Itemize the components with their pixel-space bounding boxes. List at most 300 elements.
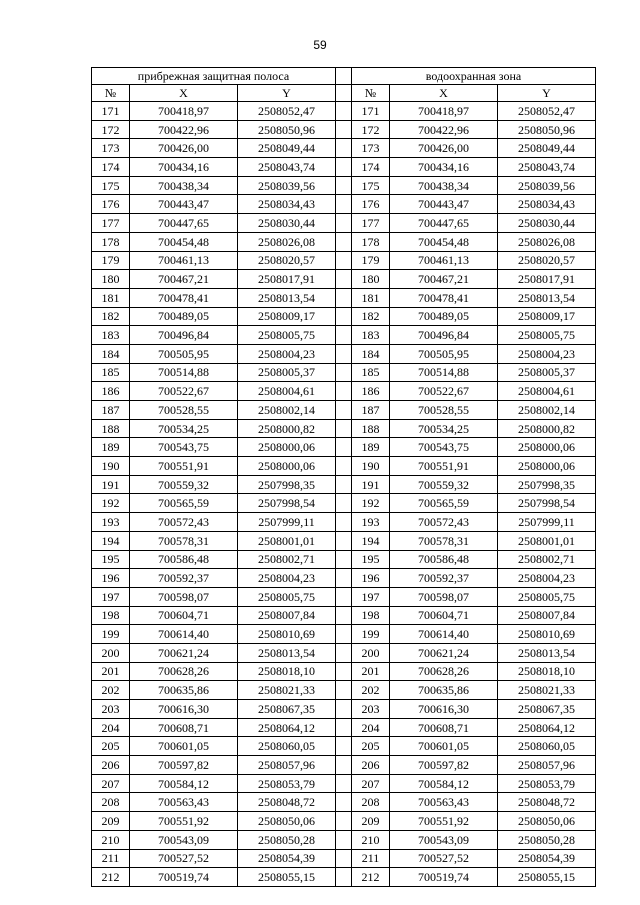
table-row <box>92 195 596 214</box>
right-y-coordinate-cell: 2508050,28 <box>498 830 596 849</box>
left-point-number-cell: 198 <box>92 606 130 625</box>
left-x-coordinate-cell: 700528,55 <box>130 401 238 420</box>
right-y-coordinate-cell: 2508048,72 <box>498 793 596 812</box>
right-x-coordinate-cell: 700434,16 <box>390 158 498 177</box>
column-gap <box>336 606 352 625</box>
column-gap <box>336 475 352 494</box>
left-y-coordinate-cell: 2508004,61 <box>238 382 336 401</box>
left-x-coordinate-cell: 700467,21 <box>130 270 238 289</box>
column-gap <box>336 494 352 513</box>
right-y-coordinate-cell: 2508002,14 <box>498 401 596 420</box>
left-x-coordinate-cell: 700514,88 <box>130 363 238 382</box>
left-y-coordinate-cell: 2508018,10 <box>238 662 336 681</box>
table-row <box>92 494 596 513</box>
left-y-coordinate-cell: 2508021,33 <box>238 681 336 700</box>
column-gap <box>336 251 352 270</box>
right-x-coordinate-cell: 700519,74 <box>390 868 498 887</box>
left-x-coordinate-cell: 700505,95 <box>130 344 238 363</box>
table-row <box>92 363 596 382</box>
right-header-x: X <box>390 85 498 102</box>
column-gap <box>336 344 352 363</box>
left-y-coordinate-cell: 2508050,96 <box>238 120 336 139</box>
left-point-number-cell: 197 <box>92 587 130 606</box>
left-point-number-cell: 174 <box>92 158 130 177</box>
left-y-coordinate-cell: 2508043,74 <box>238 158 336 177</box>
left-y-coordinate-cell: 2508004,23 <box>238 569 336 588</box>
table-row <box>92 569 596 588</box>
right-x-coordinate-cell: 700551,92 <box>390 812 498 831</box>
right-point-number-cell: 207 <box>352 774 390 793</box>
right-point-number-cell: 191 <box>352 475 390 494</box>
column-gap <box>336 830 352 849</box>
right-table-title: водоохранная зона <box>352 68 596 85</box>
right-x-coordinate-cell: 700578,31 <box>390 531 498 550</box>
right-x-coordinate-cell: 700489,05 <box>390 307 498 326</box>
right-x-coordinate-cell: 700592,37 <box>390 569 498 588</box>
left-y-coordinate-cell: 2507998,35 <box>238 475 336 494</box>
column-gap <box>336 401 352 420</box>
left-x-coordinate-cell: 700628,26 <box>130 662 238 681</box>
left-y-coordinate-cell: 2507999,11 <box>238 513 336 532</box>
right-y-coordinate-cell: 2508049,44 <box>498 139 596 158</box>
right-x-coordinate-cell: 700422,96 <box>390 120 498 139</box>
right-y-coordinate-cell: 2508050,96 <box>498 120 596 139</box>
right-x-coordinate-cell: 700597,82 <box>390 756 498 775</box>
right-y-coordinate-cell: 2508052,47 <box>498 102 596 121</box>
left-point-number-cell: 210 <box>92 830 130 849</box>
right-y-coordinate-cell: 2508002,71 <box>498 550 596 569</box>
column-gap <box>336 85 352 102</box>
column-gap <box>336 68 352 85</box>
right-point-number-cell: 178 <box>352 232 390 251</box>
left-point-number-cell: 192 <box>92 494 130 513</box>
right-point-number-cell: 197 <box>352 587 390 606</box>
column-gap <box>336 550 352 569</box>
table-row <box>92 270 596 289</box>
left-x-coordinate-cell: 700604,71 <box>130 606 238 625</box>
left-x-coordinate-cell: 700592,37 <box>130 569 238 588</box>
left-point-number-cell: 175 <box>92 176 130 195</box>
table-row <box>92 382 596 401</box>
right-x-coordinate-cell: 700635,86 <box>390 681 498 700</box>
left-x-coordinate-cell: 700496,84 <box>130 326 238 345</box>
right-x-coordinate-cell: 700604,71 <box>390 606 498 625</box>
right-y-coordinate-cell: 2508010,69 <box>498 625 596 644</box>
right-point-number-cell: 181 <box>352 288 390 307</box>
left-header-x: X <box>130 85 238 102</box>
left-point-number-cell: 180 <box>92 270 130 289</box>
right-y-coordinate-cell: 2508030,44 <box>498 214 596 233</box>
right-x-coordinate-cell: 700443,47 <box>390 195 498 214</box>
left-x-coordinate-cell: 700422,96 <box>130 120 238 139</box>
left-x-coordinate-cell: 700418,97 <box>130 102 238 121</box>
left-y-coordinate-cell: 2508026,08 <box>238 232 336 251</box>
right-point-number-cell: 189 <box>352 438 390 457</box>
right-y-coordinate-cell: 2508039,56 <box>498 176 596 195</box>
right-x-coordinate-cell: 700584,12 <box>390 774 498 793</box>
table-row <box>92 214 596 233</box>
left-x-coordinate-cell: 700584,12 <box>130 774 238 793</box>
left-y-coordinate-cell: 2508052,47 <box>238 102 336 121</box>
right-y-coordinate-cell: 2507998,54 <box>498 494 596 513</box>
right-x-coordinate-cell: 700614,40 <box>390 625 498 644</box>
left-x-coordinate-cell: 700534,25 <box>130 419 238 438</box>
left-y-coordinate-cell: 2508050,28 <box>238 830 336 849</box>
left-x-coordinate-cell: 700443,47 <box>130 195 238 214</box>
left-point-number-cell: 212 <box>92 868 130 887</box>
table-row <box>92 830 596 849</box>
left-x-coordinate-cell: 700635,86 <box>130 681 238 700</box>
left-point-number-cell: 181 <box>92 288 130 307</box>
column-gap <box>336 382 352 401</box>
right-x-coordinate-cell: 700461,13 <box>390 251 498 270</box>
left-x-coordinate-cell: 700461,13 <box>130 251 238 270</box>
left-y-coordinate-cell: 2508048,72 <box>238 793 336 812</box>
right-y-coordinate-cell: 2507999,11 <box>498 513 596 532</box>
table-row <box>92 812 596 831</box>
right-point-number-cell: 187 <box>352 401 390 420</box>
right-y-coordinate-cell: 2508021,33 <box>498 681 596 700</box>
right-point-number-cell: 176 <box>352 195 390 214</box>
table-row <box>92 326 596 345</box>
right-point-number-cell: 205 <box>352 737 390 756</box>
right-x-coordinate-cell: 700534,25 <box>390 419 498 438</box>
left-point-number-cell: 178 <box>92 232 130 251</box>
table-row <box>92 662 596 681</box>
right-x-coordinate-cell: 700565,59 <box>390 494 498 513</box>
right-point-number-cell: 180 <box>352 270 390 289</box>
column-gap <box>336 419 352 438</box>
column-gap <box>336 326 352 345</box>
column-gap <box>336 756 352 775</box>
right-y-coordinate-cell: 2508053,79 <box>498 774 596 793</box>
right-header-y: Y <box>498 85 596 102</box>
column-gap <box>336 102 352 121</box>
left-point-number-cell: 182 <box>92 307 130 326</box>
column-gap <box>336 457 352 476</box>
right-point-number-cell: 184 <box>352 344 390 363</box>
left-y-coordinate-cell: 2508020,57 <box>238 251 336 270</box>
right-x-coordinate-cell: 700598,07 <box>390 587 498 606</box>
right-y-coordinate-cell: 2508000,06 <box>498 457 596 476</box>
right-point-number-cell: 174 <box>352 158 390 177</box>
right-x-coordinate-cell: 700543,75 <box>390 438 498 457</box>
right-y-coordinate-cell: 2508017,91 <box>498 270 596 289</box>
left-x-coordinate-cell: 700586,48 <box>130 550 238 569</box>
right-y-coordinate-cell: 2508054,39 <box>498 849 596 868</box>
right-point-number-cell: 203 <box>352 700 390 719</box>
column-gap <box>336 438 352 457</box>
table-row <box>92 868 596 887</box>
column-gap <box>336 774 352 793</box>
table-row <box>92 849 596 868</box>
right-y-coordinate-cell: 2508060,05 <box>498 737 596 756</box>
column-gap <box>336 812 352 831</box>
table-row <box>92 793 596 812</box>
left-x-coordinate-cell: 700447,65 <box>130 214 238 233</box>
left-y-coordinate-cell: 2508000,06 <box>238 438 336 457</box>
left-y-coordinate-cell: 2508049,44 <box>238 139 336 158</box>
right-y-coordinate-cell: 2508050,06 <box>498 812 596 831</box>
right-y-coordinate-cell: 2508005,75 <box>498 587 596 606</box>
right-point-number-cell: 171 <box>352 102 390 121</box>
left-y-coordinate-cell: 2508005,75 <box>238 326 336 345</box>
right-x-coordinate-cell: 700563,43 <box>390 793 498 812</box>
left-point-number-cell: 173 <box>92 139 130 158</box>
column-gap <box>336 513 352 532</box>
left-y-coordinate-cell: 2508005,37 <box>238 363 336 382</box>
right-y-coordinate-cell: 2507998,35 <box>498 475 596 494</box>
right-y-coordinate-cell: 2508000,06 <box>498 438 596 457</box>
column-gap <box>336 195 352 214</box>
column-gap <box>336 120 352 139</box>
right-y-coordinate-cell: 2508007,84 <box>498 606 596 625</box>
table-header-row <box>92 85 596 102</box>
left-x-coordinate-cell: 700559,32 <box>130 475 238 494</box>
left-point-number-cell: 194 <box>92 531 130 550</box>
left-x-coordinate-cell: 700522,67 <box>130 382 238 401</box>
right-point-number-cell: 183 <box>352 326 390 345</box>
table-row <box>92 643 596 662</box>
left-y-coordinate-cell: 2508030,44 <box>238 214 336 233</box>
table-row <box>92 288 596 307</box>
left-x-coordinate-cell: 700527,52 <box>130 849 238 868</box>
table-row <box>92 176 596 195</box>
left-point-number-cell: 193 <box>92 513 130 532</box>
left-y-coordinate-cell: 2508004,23 <box>238 344 336 363</box>
left-y-coordinate-cell: 2508039,56 <box>238 176 336 195</box>
right-y-coordinate-cell: 2508004,61 <box>498 382 596 401</box>
left-point-number-cell: 171 <box>92 102 130 121</box>
column-gap <box>336 625 352 644</box>
left-y-coordinate-cell: 2508005,75 <box>238 587 336 606</box>
right-x-coordinate-cell: 700551,91 <box>390 457 498 476</box>
right-point-number-cell: 179 <box>352 251 390 270</box>
left-point-number-cell: 195 <box>92 550 130 569</box>
column-gap <box>336 700 352 719</box>
right-y-coordinate-cell: 2508004,23 <box>498 344 596 363</box>
left-x-coordinate-cell: 700572,43 <box>130 513 238 532</box>
left-y-coordinate-cell: 2508000,82 <box>238 419 336 438</box>
table-row <box>92 606 596 625</box>
right-point-number-cell: 211 <box>352 849 390 868</box>
right-y-coordinate-cell: 2508004,23 <box>498 569 596 588</box>
right-point-number-cell: 208 <box>352 793 390 812</box>
left-y-coordinate-cell: 2508055,15 <box>238 868 336 887</box>
column-gap <box>336 643 352 662</box>
right-point-number-cell: 190 <box>352 457 390 476</box>
right-x-coordinate-cell: 700528,55 <box>390 401 498 420</box>
right-x-coordinate-cell: 700496,84 <box>390 326 498 345</box>
left-x-coordinate-cell: 700616,30 <box>130 700 238 719</box>
right-y-coordinate-cell: 2508013,54 <box>498 288 596 307</box>
right-x-coordinate-cell: 700572,43 <box>390 513 498 532</box>
left-point-number-cell: 206 <box>92 756 130 775</box>
left-x-coordinate-cell: 700543,75 <box>130 438 238 457</box>
table-row <box>92 158 596 177</box>
right-point-number-cell: 177 <box>352 214 390 233</box>
right-x-coordinate-cell: 700586,48 <box>390 550 498 569</box>
left-point-number-cell: 205 <box>92 737 130 756</box>
column-gap <box>336 662 352 681</box>
left-point-number-cell: 188 <box>92 419 130 438</box>
left-y-coordinate-cell: 2508001,01 <box>238 531 336 550</box>
left-x-coordinate-cell: 700426,00 <box>130 139 238 158</box>
left-table-title: прибрежная защитная полоса <box>92 68 336 85</box>
column-gap <box>336 214 352 233</box>
column-gap <box>336 232 352 251</box>
right-x-coordinate-cell: 700616,30 <box>390 700 498 719</box>
column-gap <box>336 531 352 550</box>
right-point-number-cell: 210 <box>352 830 390 849</box>
left-x-coordinate-cell: 700621,24 <box>130 643 238 662</box>
left-y-coordinate-cell: 2508002,14 <box>238 401 336 420</box>
column-gap <box>336 158 352 177</box>
left-x-coordinate-cell: 700543,09 <box>130 830 238 849</box>
right-y-coordinate-cell: 2508009,17 <box>498 307 596 326</box>
table-row <box>92 251 596 270</box>
table-row <box>92 531 596 550</box>
coordinates-table <box>91 67 596 887</box>
left-y-coordinate-cell: 2508054,39 <box>238 849 336 868</box>
left-x-coordinate-cell: 700614,40 <box>130 625 238 644</box>
right-y-coordinate-cell: 2508055,15 <box>498 868 596 887</box>
column-gap <box>336 737 352 756</box>
column-gap <box>336 587 352 606</box>
column-gap <box>336 363 352 382</box>
left-point-number-cell: 183 <box>92 326 130 345</box>
right-point-number-cell: 201 <box>352 662 390 681</box>
right-y-coordinate-cell: 2508043,74 <box>498 158 596 177</box>
left-x-coordinate-cell: 700551,92 <box>130 812 238 831</box>
table-row <box>92 513 596 532</box>
column-gap <box>336 176 352 195</box>
left-y-coordinate-cell: 2508057,96 <box>238 756 336 775</box>
table-row <box>92 438 596 457</box>
left-y-coordinate-cell: 2508060,05 <box>238 737 336 756</box>
right-x-coordinate-cell: 700628,26 <box>390 662 498 681</box>
left-x-coordinate-cell: 700563,43 <box>130 793 238 812</box>
left-point-number-cell: 200 <box>92 643 130 662</box>
right-x-coordinate-cell: 700426,00 <box>390 139 498 158</box>
right-x-coordinate-cell: 700438,34 <box>390 176 498 195</box>
left-y-coordinate-cell: 2508013,54 <box>238 288 336 307</box>
table-row <box>92 475 596 494</box>
right-x-coordinate-cell: 700514,88 <box>390 363 498 382</box>
left-y-coordinate-cell: 2508000,06 <box>238 457 336 476</box>
table-title-row <box>92 68 596 85</box>
left-point-number-cell: 196 <box>92 569 130 588</box>
left-header-y: Y <box>238 85 336 102</box>
left-point-number-cell: 186 <box>92 382 130 401</box>
right-x-coordinate-cell: 700527,52 <box>390 849 498 868</box>
right-y-coordinate-cell: 2508026,08 <box>498 232 596 251</box>
right-point-number-cell: 196 <box>352 569 390 588</box>
left-x-coordinate-cell: 700434,16 <box>130 158 238 177</box>
right-point-number-cell: 188 <box>352 419 390 438</box>
right-y-coordinate-cell: 2508000,82 <box>498 419 596 438</box>
left-point-number-cell: 204 <box>92 718 130 737</box>
table-row <box>92 700 596 719</box>
right-x-coordinate-cell: 700522,67 <box>390 382 498 401</box>
table-row <box>92 139 596 158</box>
column-gap <box>336 307 352 326</box>
left-point-number-cell: 208 <box>92 793 130 812</box>
right-y-coordinate-cell: 2508064,12 <box>498 718 596 737</box>
right-point-number-cell: 199 <box>352 625 390 644</box>
right-x-coordinate-cell: 700608,71 <box>390 718 498 737</box>
right-x-coordinate-cell: 700418,97 <box>390 102 498 121</box>
left-x-coordinate-cell: 700478,41 <box>130 288 238 307</box>
right-x-coordinate-cell: 700559,32 <box>390 475 498 494</box>
right-y-coordinate-cell: 2508020,57 <box>498 251 596 270</box>
right-header-number: № <box>352 85 390 102</box>
left-point-number-cell: 203 <box>92 700 130 719</box>
right-point-number-cell: 193 <box>352 513 390 532</box>
column-gap <box>336 681 352 700</box>
left-point-number-cell: 179 <box>92 251 130 270</box>
column-gap <box>336 569 352 588</box>
table-row <box>92 401 596 420</box>
right-point-number-cell: 173 <box>352 139 390 158</box>
left-point-number-cell: 187 <box>92 401 130 420</box>
right-y-coordinate-cell: 2508005,75 <box>498 326 596 345</box>
right-point-number-cell: 175 <box>352 176 390 195</box>
right-point-number-cell: 192 <box>352 494 390 513</box>
left-x-coordinate-cell: 700489,05 <box>130 307 238 326</box>
table-row <box>92 419 596 438</box>
left-point-number-cell: 199 <box>92 625 130 644</box>
table-row <box>92 457 596 476</box>
right-point-number-cell: 186 <box>352 382 390 401</box>
table-row <box>92 102 596 121</box>
left-point-number-cell: 190 <box>92 457 130 476</box>
right-point-number-cell: 195 <box>352 550 390 569</box>
left-y-coordinate-cell: 2508009,17 <box>238 307 336 326</box>
left-point-number-cell: 172 <box>92 120 130 139</box>
table-row <box>92 737 596 756</box>
left-x-coordinate-cell: 700454,48 <box>130 232 238 251</box>
table-row <box>92 625 596 644</box>
left-x-coordinate-cell: 700551,91 <box>130 457 238 476</box>
table-row <box>92 587 596 606</box>
right-point-number-cell: 198 <box>352 606 390 625</box>
left-x-coordinate-cell: 700601,05 <box>130 737 238 756</box>
left-y-coordinate-cell: 2508034,43 <box>238 195 336 214</box>
left-x-coordinate-cell: 700438,34 <box>130 176 238 195</box>
left-y-coordinate-cell: 2508053,79 <box>238 774 336 793</box>
left-y-coordinate-cell: 2508007,84 <box>238 606 336 625</box>
table-row <box>92 718 596 737</box>
left-point-number-cell: 209 <box>92 812 130 831</box>
column-gap <box>336 139 352 158</box>
right-x-coordinate-cell: 700454,48 <box>390 232 498 251</box>
left-x-coordinate-cell: 700519,74 <box>130 868 238 887</box>
left-x-coordinate-cell: 700598,07 <box>130 587 238 606</box>
left-y-coordinate-cell: 2507998,54 <box>238 494 336 513</box>
page-number: 59 <box>313 38 327 52</box>
left-point-number-cell: 177 <box>92 214 130 233</box>
right-x-coordinate-cell: 700478,41 <box>390 288 498 307</box>
column-gap <box>336 270 352 289</box>
right-point-number-cell: 172 <box>352 120 390 139</box>
left-point-number-cell: 201 <box>92 662 130 681</box>
table-row <box>92 307 596 326</box>
left-y-coordinate-cell: 2508013,54 <box>238 643 336 662</box>
right-point-number-cell: 212 <box>352 868 390 887</box>
right-point-number-cell: 209 <box>352 812 390 831</box>
column-gap <box>336 718 352 737</box>
